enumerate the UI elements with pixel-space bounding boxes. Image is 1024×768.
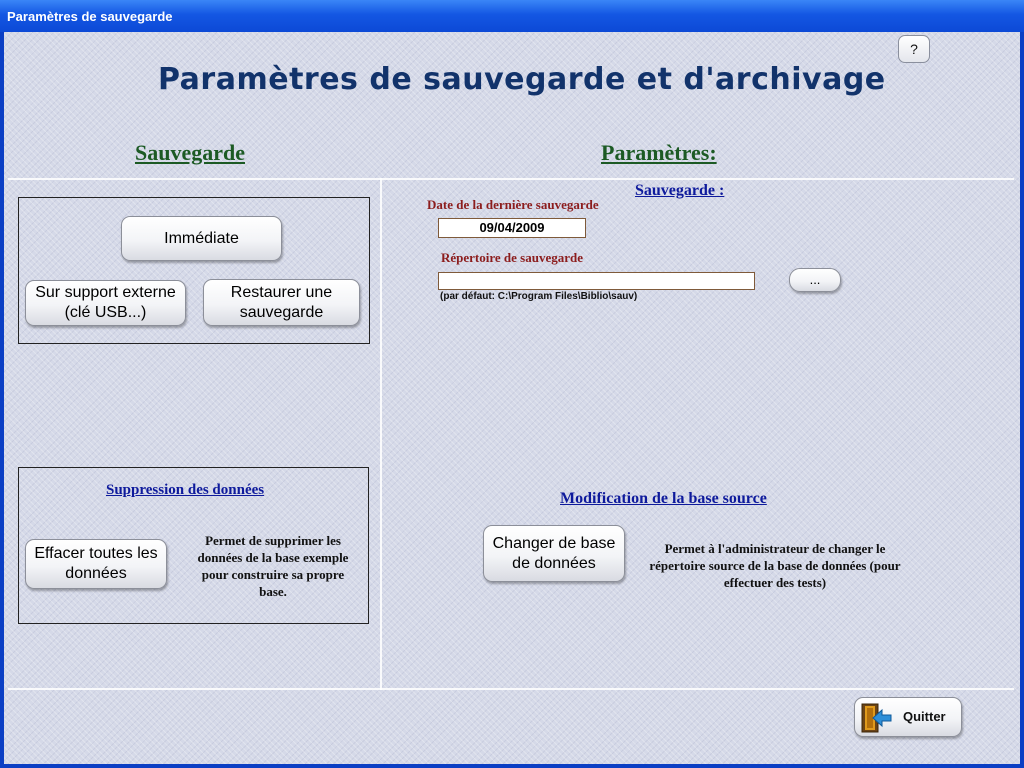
external-backup-button[interactable]: Sur support externe (clé USB...) (25, 280, 186, 326)
window-title: Paramètres de sauvegarde (7, 9, 173, 24)
backup-settings-heading: Sauvegarde : (635, 182, 725, 199)
browse-directory-button[interactable]: ... (789, 268, 841, 292)
quit-button[interactable] (854, 697, 962, 737)
column-separator (380, 178, 382, 690)
parameters-section-heading: Paramètres: (601, 140, 717, 165)
last-backup-date-field[interactable]: 09/04/2009 (438, 218, 586, 238)
exit-door-icon (859, 702, 893, 734)
quit-label: Quitter (903, 709, 946, 724)
data-deletion-description: Permet de supprimer les données de la base exemple pour construire sa propre base. (197, 533, 349, 599)
default-directory-hint: (par défaut: C:\Program Files\Biblio\sauv) (440, 291, 638, 302)
window-title-bar (0, 0, 1024, 32)
help-button[interactable]: ? (898, 35, 930, 63)
source-modification-heading: Modification de la base source (560, 490, 767, 507)
immediate-backup-button[interactable]: Immédiate (121, 216, 282, 261)
erase-all-data-button[interactable]: Effacer toutes les données (25, 539, 167, 589)
change-database-button[interactable]: Changer de base de données (483, 525, 625, 582)
page-title: Paramètres de sauvegarde et d'archivage (158, 62, 886, 97)
top-separator (8, 178, 1014, 180)
window-frame-bottom (0, 764, 1024, 768)
data-deletion-heading: Suppression des données (106, 482, 265, 498)
backup-directory-field[interactable] (438, 272, 755, 290)
window-body (4, 32, 1020, 764)
backup-section-heading: Sauvegarde (135, 140, 245, 165)
restore-backup-button[interactable]: Restaurer une sauvegarde (203, 279, 360, 326)
last-backup-date-label: Date de la dernière sauvegarde (427, 197, 599, 212)
bottom-separator (8, 688, 1014, 690)
backup-directory-label: Répertoire de sauvegarde (441, 250, 584, 265)
source-modification-description: Permet à l'administrateur de changer le répertoire source de la base de données (pour effectuer des tests) (649, 541, 901, 590)
